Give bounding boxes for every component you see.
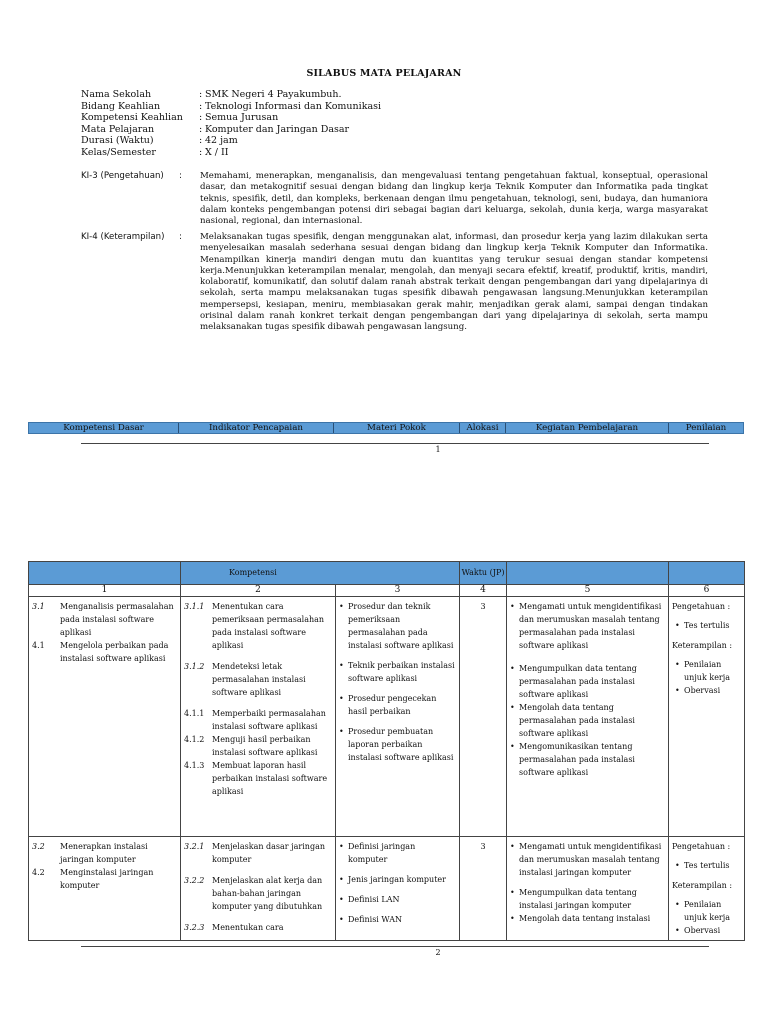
footer-rule [81,443,709,444]
table-number-row [29,585,745,597]
indikator-cell [181,597,336,837]
header-waktu: Waktu (JP) [460,562,507,585]
col-number: 5 [507,585,669,597]
kd-item: 4.1 Mengelola perbaikan pada instalasi software aplikasi [32,641,169,663]
info-label: Kelas/Semester [81,146,156,158]
penilaian-cell: Pengetahuan : • Tes tertulis Keterampilan : • Penilaian unjuk kerja • Obervasi [669,597,745,837]
info-label: Mata Pelajaran [81,123,155,135]
kd-item: 3.1 Menganalisis permasalahan pada instalasi software aplikasi [32,602,174,637]
header-kompetensi: Kompetensi [181,562,460,585]
info-value: 42 jam [205,135,238,146]
table-header-row [29,562,745,585]
info-row: Durasi (Waktu) : 42 jam [81,135,238,146]
materi-cell [336,837,460,941]
ki3-text: Memahami, menerapkan, menganalisis, dan mengevaluasi tentang pengetahuan faktual, konseptual, operasional dasar, dan metakognitif sesuai dengan bidang dan lingkup kerja Teknik Komputer dan Informatika pada tingkat teknis, spesifik, detil, dan kompleks, berkenaan dengan ilmu pengetahuan, teknologi, seni, budaya, dan humaniora dalam konteks pengembangan potensi diri sebagai bagian dari keluarga, sekolah, dunia kerja, warga masyarakat nasional, regional, dan internasional. [200,171,708,227]
page-number: 2 [435,948,441,957]
info-row: Mata Pelajaran : Komputer dan Jaringan Dasar [81,123,350,135]
info-label: Kompetensi Keahlian [81,112,183,123]
indikator-item: 3.1.1 Menentukan cara pemeriksaan permasalahan pada instalasi software aplikasi [184,602,325,650]
info-value: Teknologi Informasi dan Komunikasi [205,100,382,112]
table-row [29,597,745,837]
materi-item: • Definisi jaringan komputer [339,842,416,864]
indikator-item: 3.2.3 Menentukan cara [184,923,284,932]
col-number: 1 [29,585,181,597]
kegiatan-item: • Mengamati untuk mengidentifikasi dan merumuskan masalah tentang instalasi jaringan komputer [510,842,662,877]
kegiatan-cell [507,837,669,941]
ki3-label: KI-3 (Pengetahuan) [81,171,164,181]
kd-item: 4.2 Menginstalasi jaringan komputer [32,868,154,890]
indikator-item: 4.1.3 Membuat laporan hasil perbaikan instalasi software aplikasi [184,761,328,796]
page-number: 1 [435,445,441,454]
table-row [29,837,745,941]
indikator-cell [181,837,336,941]
kd-item: 3.2 Menerapkan instalasi jaringan komputer [32,842,148,864]
info-value: SMK Negeri 4 Payakumbuh. [205,89,342,100]
waktu-cell: 3 [460,597,507,837]
ki4-label: KI-4 (Keterampilan) [81,232,165,242]
col-number: 3 [336,585,460,597]
document-title: SILABUS MATA PELAJARAN [306,68,462,79]
penilaian-cell: Pengetahuan : • Tes tertulis Keterampilan : • Penilaian unjuk kerja • Obervasi [669,837,745,941]
materi-item: • Prosedur dan teknik pemeriksaan permasalahan pada instalasi software aplikasi [339,602,454,650]
kegiatan-item: • Mengomunikasikan tentang permasalahan pada instalasi software aplikasi [510,742,635,777]
col-materi-pokok: Materi Pokok [334,423,460,433]
kd-cell [29,597,181,837]
materi-item: • Prosedur pembuatan laporan perbaikan instalasi software aplikasi [339,727,454,762]
indikator-item: 3.2.2 Menjelaskan alat kerja dan bahan-bahan jaringan komputer yang dibutuhkan [184,876,323,911]
materi-item: • Definisi LAN [339,895,400,904]
col-alokasi: Alokasi [460,423,506,433]
col-indikator: Indikator Pencapaian [179,423,334,433]
col-kegiatan: Kegiatan Pembelajaran [506,423,669,433]
indikator-item: 3.1.2 Mendeteksi letak permasalahan instalasi software aplikasi [184,662,306,697]
kegiatan-item: • Mengolah data tentang instalasi [510,914,651,923]
col-kompetensi-dasar: Kompetensi Dasar [29,423,179,433]
info-row: Nama Sekolah : SMK Negeri 4 Payakumbuh. [81,89,342,100]
materi-item: • Jenis jaringan komputer [339,875,446,884]
col-number: 4 [460,585,507,597]
materi-item: • Prosedur pengecekan hasil perbaikan [339,694,437,716]
info-label: Nama Sekolah [81,89,152,100]
indikator-item: 4.1.2 Menguji hasil perbaikan instalasi software aplikasi [184,735,318,757]
materi-cell [336,597,460,837]
syllabus-table [28,561,745,941]
info-row: Bidang Keahlian : Teknologi Informasi dan Komunikasi [81,100,382,112]
page1-table-header [28,422,744,434]
footer-rule [81,946,709,947]
kegiatan-item: • Mengamati untuk mengidentifikasi dan merumuskan masalah tentang permasalahan pada instalasi software aplikasi [510,602,662,650]
info-value: X / II [205,146,229,158]
col-penilaian: Penilaian [685,423,727,433]
kegiatan-item: • Mengolah data tentang permasalahan pada instalasi software aplikasi [510,703,635,738]
materi-item: • Definisi WAN [339,915,403,924]
kegiatan-item: • Mengumpulkan data tentang instalasi jaringan komputer [510,888,637,910]
school-info [81,89,381,158]
info-label: Durasi (Waktu) [81,135,154,146]
col-number: 2 [181,585,336,597]
kegiatan-cell [507,597,669,837]
indikator-item: 3.2.1 Menjelaskan dasar jaringan komputer [184,842,325,864]
info-row: Kelas/Semester : X / II [81,146,229,158]
waktu-cell: 3 [460,837,507,941]
materi-item: • Teknik perbaikan instalasi software aplikasi [339,661,455,683]
ki4-text: Melaksanakan tugas spesifik, dengan menggunakan alat, informasi, dan prosedur kerja yang lazim dilakukan serta menyelesaikan masalah sederhana sesuai dengan bidang dan lingkup kerja Teknik Komputer dan Informatika. Menampilkan kinerja mandiri dengan mutu dan kuantitas yang terukur sesuai dengan standar kompetensi kerja.Menunjukkan keterampilan menalar, mengolah, dan menyaji secara efektif, kreatif, produktif, kritis, mandiri, kolaboratif, komunikatif, dan solutif dalam ranah abstrak terkait dengan pengembangan dari yang dipelajarinya di sekolah, serta mampu melaksanakan tugas spesifik dibawah pengawasan langsung.Menunjukkan keterampilan mempersepsi, kesiapan, meniru, membiasakan gerak mahir, menjadikan gerak alami, sampai dengan tindakan orisinal dalam ranah konkret terkait dengan pengembangan dari yang dipelajarinya di sekolah, serta mampu melaksanakan tugas spesifik dibawah pengawasan langsung. [200,232,708,333]
info-value: Komputer dan Jaringan Dasar [205,123,350,135]
kd-cell [29,837,181,941]
col-number: 6 [669,585,745,597]
info-value: Semua Jurusan [205,112,279,123]
indikator-item: 4.1.1 Memperbaiki permasalahan instalasi software aplikasi [184,709,326,731]
kegiatan-item: • Mengumpulkan data tentang permasalahan pada instalasi software aplikasi [510,664,637,699]
info-label: Bidang Keahlian [81,100,161,112]
info-row: Kompetensi Keahlian : Semua Jurusan [81,112,279,123]
